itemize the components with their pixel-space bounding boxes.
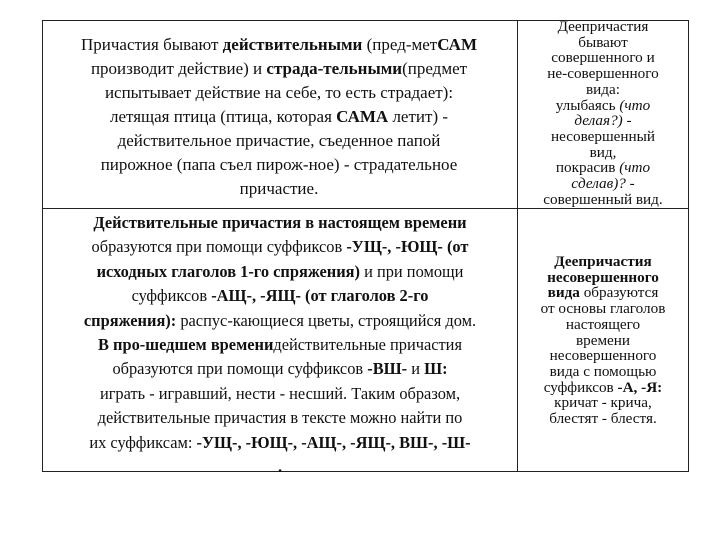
participles-definition-cell — [44, 33, 514, 201]
text-line — [519, 160, 687, 176]
text-line — [44, 129, 514, 153]
text-line — [519, 19, 687, 35]
text-line — [30, 211, 530, 235]
text-run: - — [625, 175, 635, 193]
text-run: суффиксов — [543, 378, 618, 396]
text-run: Деепричастия — [557, 18, 649, 35]
text-run: несовершенный — [550, 127, 656, 145]
text-run: образуются — [579, 284, 659, 302]
text-run: (предмет — [402, 59, 468, 78]
text-run: (пред-мет — [362, 35, 438, 54]
text-run: действительные причастия — [273, 335, 462, 355]
text-run: бывают — [578, 33, 628, 51]
bold-text: вида — [547, 284, 580, 302]
text-run: совершенного и — [551, 49, 655, 67]
text-run: производит действие) и — [90, 59, 267, 78]
bold-text: действительными — [222, 35, 363, 54]
text-line — [44, 81, 514, 105]
text-run: вида: — [586, 80, 620, 98]
text-line — [30, 284, 530, 308]
text-run: совершенный вид. — [543, 190, 663, 208]
bold-text: исходных глаголов 1-го спряжения) — [96, 261, 360, 281]
text-run: - — [622, 112, 632, 130]
bold-text: В про-шедшем времени — [98, 335, 274, 355]
text-line — [519, 364, 687, 380]
text-line — [519, 301, 687, 317]
text-run: действительное причастие, съеденное папой — [117, 131, 441, 150]
italic-text: (что — [619, 159, 651, 177]
text-line — [519, 317, 687, 333]
bold-text: -УЩ-, -ЮЩ- (от — [346, 237, 469, 257]
text-run: вид, — [589, 143, 617, 161]
text-run: покрасив — [555, 159, 620, 177]
text-run: вида с помощью — [549, 362, 657, 380]
bold-text: несовершенного — [547, 268, 659, 286]
text-run: летит) - — [388, 107, 449, 126]
participle-suffixes-cell — [30, 211, 530, 479]
bold-text: Деепричастия — [554, 253, 652, 270]
text-run: распус-кающиеся цветы, строящийся дом. — [176, 310, 477, 330]
text-run: пирожное (папа съел пирож-ное) - страдательное — [100, 155, 458, 174]
text-line — [30, 357, 530, 381]
text-run: не-совершенного — [547, 65, 659, 83]
text-line — [519, 113, 687, 129]
text-line — [519, 380, 687, 396]
bold-text: -АЩ-, -ЯЩ- (от глаголов 2-го — [211, 286, 429, 306]
bold-text: . — [277, 457, 283, 477]
text-line — [519, 176, 687, 192]
text-run: образуются при помощи суффиксов — [112, 359, 368, 379]
bold-text: спряжения): — [83, 310, 177, 330]
text-line — [519, 50, 687, 66]
text-run: причастие. — [239, 179, 319, 198]
text-line — [30, 309, 530, 333]
text-run: кричат - крича, — [554, 394, 652, 412]
text-run: от основы глаголов — [540, 300, 666, 318]
text-run: улыбаясь — [555, 96, 620, 114]
text-run: играть - игравший, нести - несший. Таким образом, — [99, 383, 461, 403]
bold-text: -УЩ-, -ЮЩ-, -АЩ-, -ЯЩ-, ВШ-, -Ш- — [196, 432, 471, 452]
text-line — [519, 348, 687, 364]
text-run: летящая птица (птица, которая — [109, 107, 337, 126]
text-run: суффиксов — [131, 286, 212, 306]
text-line — [30, 382, 530, 406]
text-line — [519, 411, 687, 427]
text-line — [519, 145, 687, 161]
text-line — [44, 177, 514, 201]
text-line — [519, 129, 687, 145]
text-line — [30, 333, 530, 357]
text-line — [519, 254, 687, 270]
text-line — [30, 431, 530, 455]
italic-text: (что — [619, 96, 651, 114]
text-run: несовершенного — [549, 347, 657, 365]
text-line — [519, 82, 687, 98]
bold-text: САМ — [437, 35, 477, 54]
bold-text: -А, -Я: — [617, 378, 663, 396]
text-line — [44, 57, 514, 81]
text-line — [519, 66, 687, 82]
text-line — [30, 406, 530, 430]
bold-text: Действительные причастия в настоящем времени — [93, 213, 467, 232]
text-line — [519, 395, 687, 411]
text-line — [519, 270, 687, 286]
bold-text: Ш: — [424, 359, 448, 379]
text-run: образуются при помощи суффиксов — [91, 237, 347, 257]
text-line — [519, 285, 687, 301]
text-line — [30, 260, 530, 284]
text-line — [30, 235, 530, 259]
text-line — [44, 33, 514, 57]
text-run: испытывает действие на себе, то есть страдает): — [104, 83, 454, 102]
bold-text: страда-тельными — [266, 59, 403, 78]
text-line — [30, 455, 530, 479]
text-run: Причастия бывают — [80, 35, 223, 54]
text-run: действительные причастия в тексте можно найти по — [97, 408, 463, 428]
text-line — [44, 105, 514, 129]
italic-text: сделав)? — [571, 175, 626, 193]
text-line — [44, 153, 514, 177]
text-line — [519, 98, 687, 114]
italic-text: делая?) — [574, 112, 623, 130]
bold-text: САМА — [336, 107, 389, 126]
bold-text: -ВШ- — [367, 359, 408, 379]
text-line — [519, 192, 687, 208]
text-line — [519, 35, 687, 51]
gerund-aspects-cell — [519, 19, 687, 207]
text-run: времени — [575, 331, 631, 349]
row-divider — [42, 208, 689, 209]
text-run: и при помощи — [360, 261, 464, 281]
text-run: их суффиксам: — [89, 432, 197, 452]
text-line — [519, 333, 687, 349]
text-run: и — [407, 359, 425, 379]
gerund-suffixes-cell — [519, 254, 687, 427]
text-run: настоящего — [565, 315, 641, 333]
text-run: блестят - блестя. — [549, 410, 657, 428]
